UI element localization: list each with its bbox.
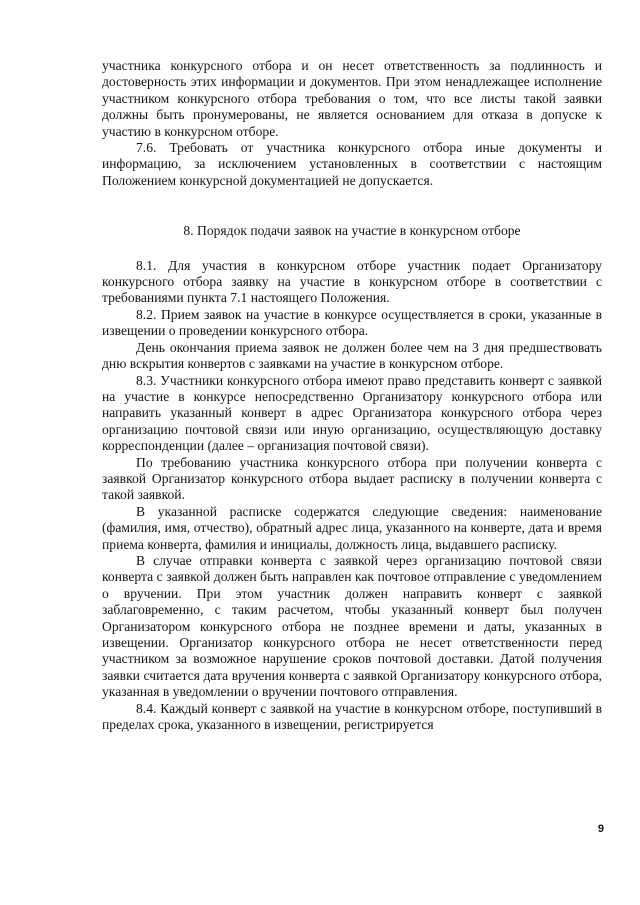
- paragraph-8-1: 8.1. Для участия в конкурсном отборе участник подает Организатору конкурсного отбора заявку на участие в конкурсном отборе в соответствии с требованиями пункта 7.1 настоящего Положения.: [102, 257, 602, 306]
- paragraph-postal-delivery: В случае отправки конверта с заявкой через организацию почтовой связи конверта с заявкой должен быть направлен как почтовое отправление с уведомлением о вручении. При этом участник должен направить конверт с заявкой заблаговременно, с таким расчетом, чтобы указанный конверт был получен Организатором конкурсного отбора не позднее времени и даты, указанных в извещении. Организатор конкурсного отбора не несет ответственности перед участником за возможное нарушение сроков почтовой доставки. Датой получения заявки считается дата вручения конверта с заявкой Организатору конкурсного отбора, указанная в уведомлении о вручении почтового отправления.: [102, 552, 602, 700]
- paragraph-receipt-request: По требованию участника конкурсного отбора при получении конверта с заявкой Организатор конкурсного отбора выдает расписку в получении конверта с такой заявкой.: [102, 454, 602, 503]
- paragraph-8-4: 8.4. Каждый конверт с заявкой на участие в конкурсном отборе, поступивший в пределах срока, указанного в извещении, регистрируется: [102, 700, 602, 733]
- paragraph-8-3: 8.3. Участники конкурсного отбора имеют право представить конверт с заявкой на участие в конкурсе непосредственно Организатору конкурсного отбора или направить указанный конверт в адрес Организатора конкурсного отбора через организацию почтовой связи или иную организацию, осуществляющую доставку корреспонденции (далее – организация почтовой связи).: [102, 372, 602, 454]
- paragraph-7-6: 7.6. Требовать от участника конкурсного отбора иные документы и информацию, за исключением установленных в соответствии с настоящим Положением конкурсной документацией не допускается.: [102, 140, 602, 188]
- document-body: [102, 58, 602, 733]
- paragraph-8-2: 8.2. Прием заявок на участие в конкурсе осуществляется в сроки, указанные в извещении о проведении конкурсного отбора.: [102, 306, 602, 339]
- paragraph-receipt-contents: В указанной расписке содержатся следующие сведения: наименование (фамилия, имя, отчество), обратный адрес лица, указанного на конверте, дата и время приема конверта, фамилия и инициалы, должность лица, выдавшего расписку.: [102, 503, 602, 552]
- paragraph-deadline: День окончания приема заявок не должен более чем на 3 дня предшествовать дню вскрытия конвертов с заявками на участие в конкурсном отборе.: [102, 339, 602, 372]
- page-number: 9: [597, 823, 604, 835]
- section-heading: 8. Порядок подачи заявок на участие в конкурсном отборе: [183, 223, 521, 239]
- paragraph-continuation: участника конкурсного отбора и он несет ответственность за подлинность и достоверность этих информации и документов. При этом ненадлежащее исполнение участником конкурсного отбора требования о том, что все листы такой заявки должны быть пронумерованы, не является основанием для отказа в допуске к участию в конкурсном отборе.: [102, 58, 602, 139]
